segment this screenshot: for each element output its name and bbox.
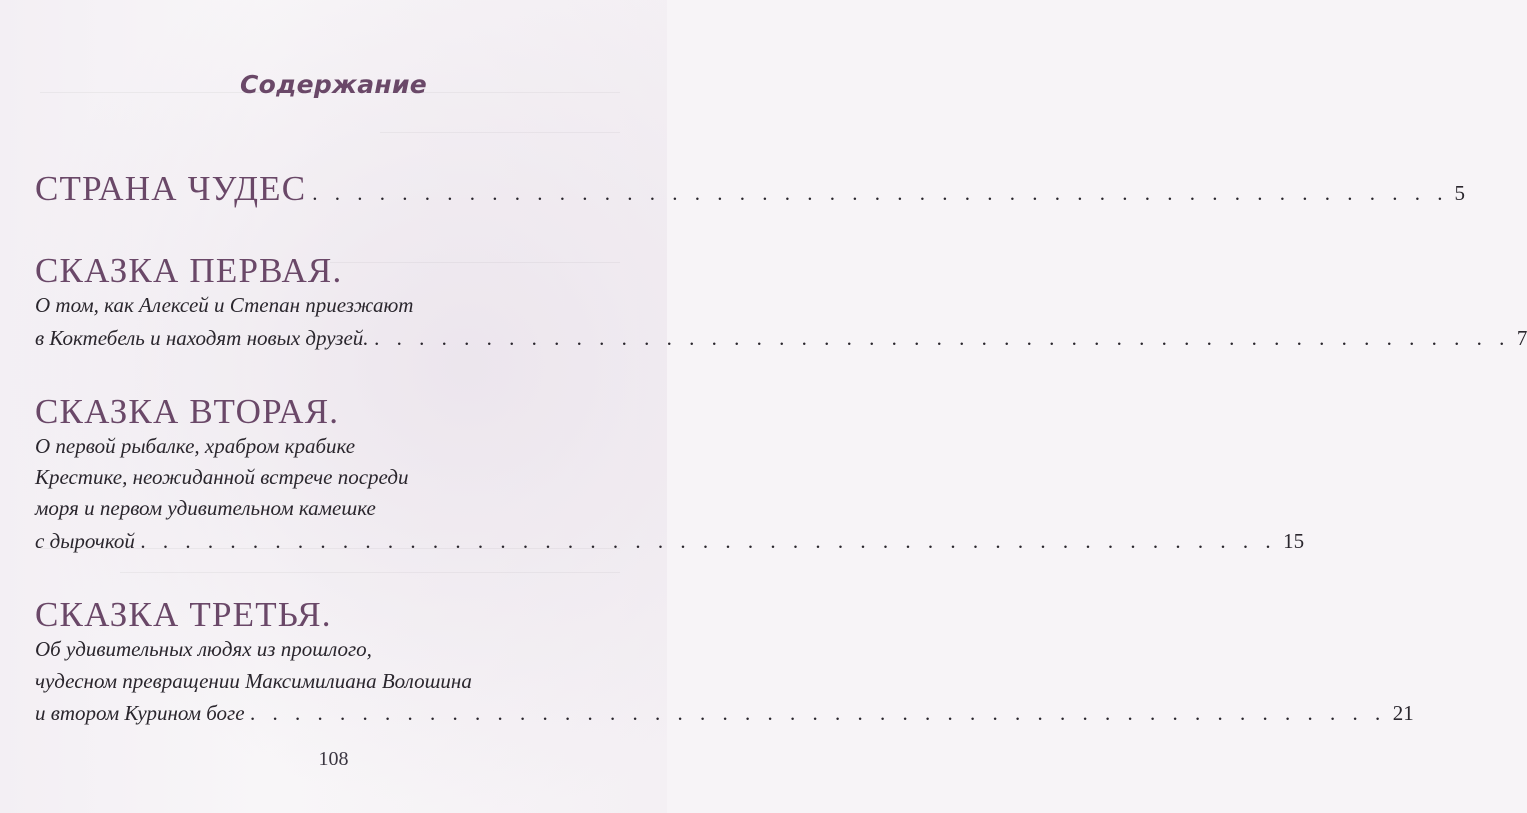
page-title: Содержание xyxy=(239,70,428,99)
toc-entry-heading: СКАЗКА ВТОРАЯ. xyxy=(35,392,340,431)
dot-leader: . . . . . . . . . . . . . . . . . . . . . . . . . . . . . . . . . . . . . . . . . . . . . . . . . . . xyxy=(312,181,1449,205)
toc-entry-description-line: О том, как Алексей и Степан приезжают xyxy=(35,293,414,317)
toc-entry-heading: СТРАНА ЧУДЕС xyxy=(35,169,307,208)
toc-entry-description-line: О первой рыбалке, храбром крабике xyxy=(35,434,356,458)
bleed-through-line xyxy=(380,132,620,133)
toc-page-number: 7 xyxy=(1516,326,1527,350)
toc-leader-row xyxy=(35,325,1527,352)
toc-entry-description-line: Крестике, неожиданной встрече посреди xyxy=(35,465,409,489)
toc-entry xyxy=(35,595,1414,727)
toc-entry-description-line: чудесном превращении Максимилиана Волошина xyxy=(35,669,472,693)
dot-leader: . . . . . . . . . . . . . . . . . . . . . . . . . . . . . . . . . . . . . . . . . . . . . . . . . . . xyxy=(374,326,1511,350)
toc-entry-description-line: в Коктебель и находят новых друзей. xyxy=(35,326,369,350)
toc-entry-description-line: и втором Курином боге xyxy=(35,701,245,725)
toc-page-number: 15 xyxy=(1283,529,1305,553)
dot-leader: . . . . . . . . . . . . . . . . . . . . . . . . . . . . . . . . . . . . . . . . . . . . . . . . . . . xyxy=(140,529,1278,553)
toc-page-number: 21 xyxy=(1392,701,1414,725)
toc-leader-row xyxy=(35,700,1414,727)
toc-entry xyxy=(35,251,1527,352)
toc-entry xyxy=(35,169,1466,208)
toc-entry-description-line: моря и первом удивительном камешке xyxy=(35,496,376,520)
toc-entry xyxy=(35,392,1305,555)
toc-entry-heading: СКАЗКА ПЕРВАЯ. xyxy=(35,251,343,290)
toc-leader-row xyxy=(35,169,1466,208)
page-folio: 108 xyxy=(318,748,349,770)
bleed-through-line xyxy=(120,572,620,573)
toc-leader-row xyxy=(35,528,1305,555)
toc-page-number: 5 xyxy=(1454,181,1466,205)
toc-entry-description-line: с дырочкой xyxy=(35,529,135,553)
dot-leader: . . . . . . . . . . . . . . . . . . . . . . . . . . . . . . . . . . . . . . . . . . . . . . . . . . . xyxy=(250,701,1387,725)
toc-entry-heading: СКАЗКА ТРЕТЬЯ. xyxy=(35,595,332,634)
toc-entry-description-line: Об удивительных людях из прошлого, xyxy=(35,637,372,661)
